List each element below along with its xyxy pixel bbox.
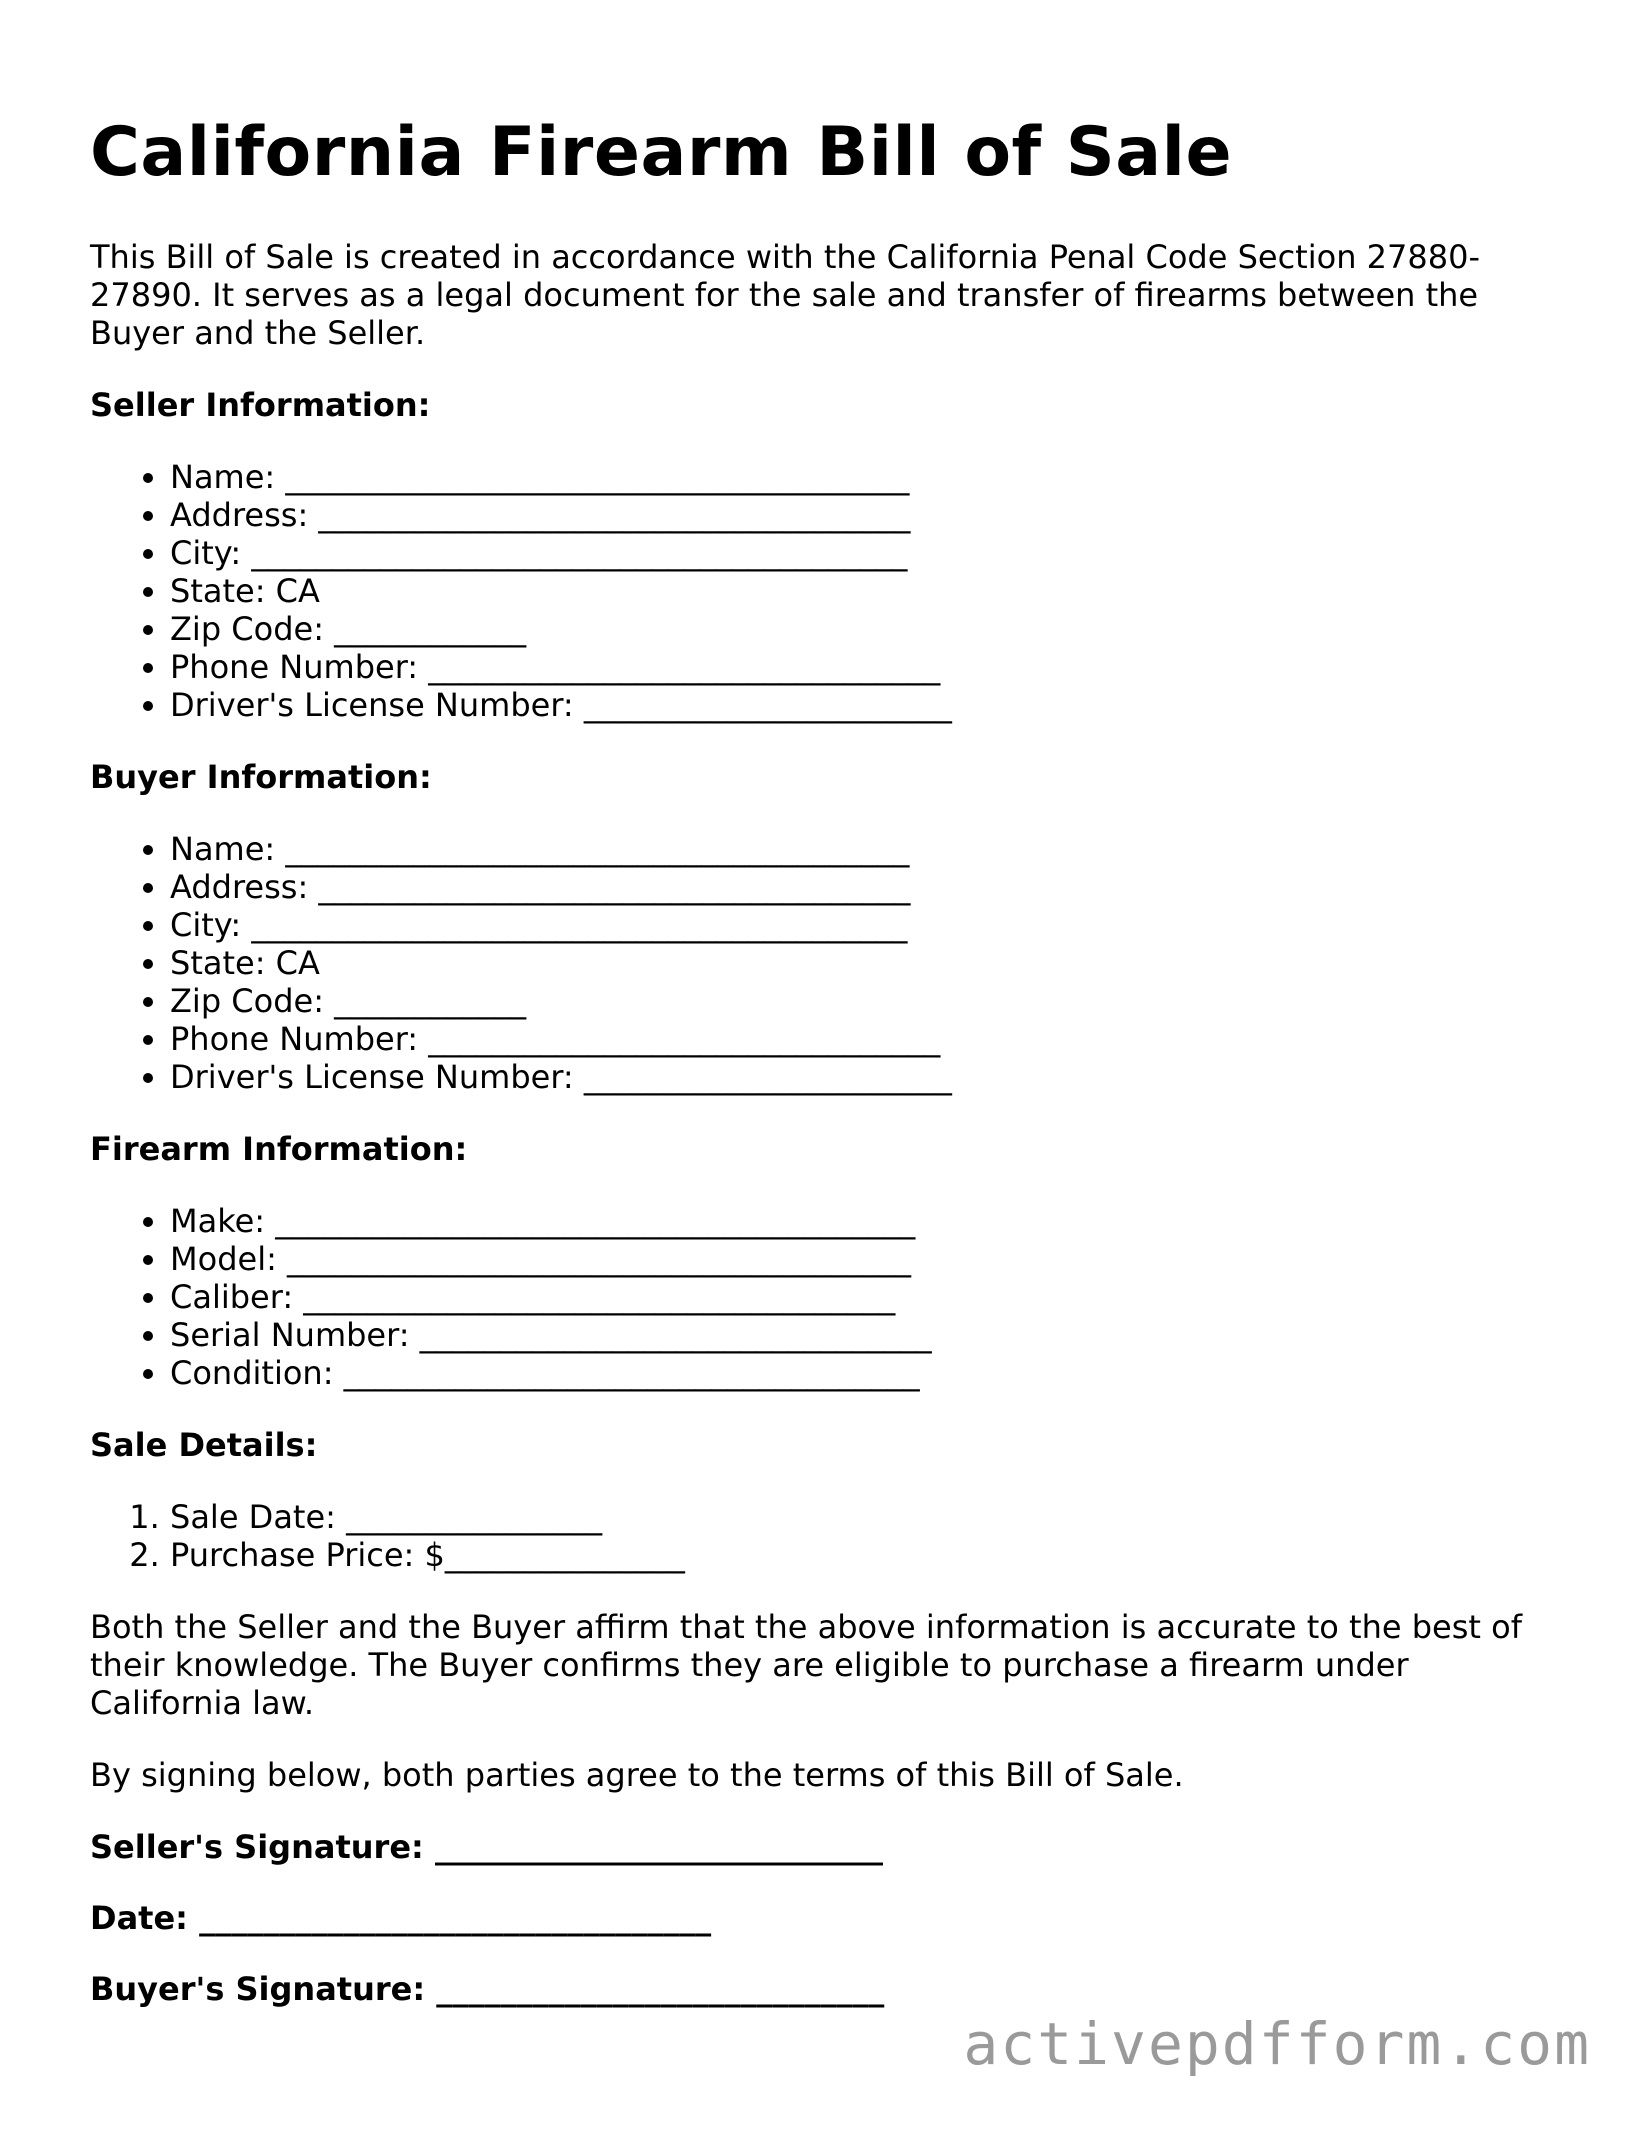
- seller-phone-number-field[interactable]: • Phone Number: ________________________________: [170, 648, 1570, 686]
- date-field[interactable]: Date: ________________________________: [90, 1899, 712, 1937]
- buyer-signature-field[interactable]: Buyer's Signature: ____________________________: [90, 1970, 885, 2008]
- firearm-condition-field[interactable]: • Condition: ____________________________________: [170, 1354, 1570, 1392]
- purchase-price-field[interactable]: 2. Purchase Price: $_______________: [170, 1536, 1570, 1574]
- agreement-paragraph: By signing below, both parties agree to the terms of this Bill of Sale.: [90, 1756, 1184, 1794]
- seller-information-list: [90, 458, 1570, 724]
- buyer-address-field[interactable]: • Address: _____________________________________: [170, 868, 1570, 906]
- buyer-information-list: [90, 830, 1570, 1096]
- firearm-information-list: [90, 1202, 1570, 1392]
- firearm-serial-number-field[interactable]: • Serial Number: ________________________________: [170, 1316, 1570, 1354]
- buyer-city-field[interactable]: • City: _________________________________________: [170, 906, 1570, 944]
- seller-information-heading: Seller Information:: [90, 386, 431, 424]
- seller-zip-code-field[interactable]: • Zip Code: ____________: [170, 610, 1570, 648]
- sale-date-field[interactable]: 1. Sale Date: ________________: [170, 1498, 1570, 1536]
- firearm-information-heading: Firearm Information:: [90, 1130, 468, 1168]
- buyer-state-value: • State: CA: [170, 944, 1570, 982]
- intro-paragraph: This Bill of Sale is created in accordance with the California Penal Code Section 27880-27890. It serves as a legal document for the sale and transfer of firearms between the Buyer and the Seller.: [90, 238, 1480, 352]
- sale-details-list: [90, 1498, 1570, 1574]
- seller-city-field[interactable]: • City: _________________________________________: [170, 534, 1570, 572]
- seller-drivers-license-field[interactable]: • Driver's License Number: _______________________: [170, 686, 1570, 724]
- seller-address-field[interactable]: • Address: _____________________________________: [170, 496, 1570, 534]
- document-title: California Firearm Bill of Sale: [90, 113, 1233, 192]
- buyer-name-field[interactable]: • Name: _______________________________________: [170, 830, 1570, 868]
- sale-details-heading: Sale Details:: [90, 1426, 318, 1464]
- buyer-zip-code-field[interactable]: • Zip Code: ____________: [170, 982, 1570, 1020]
- buyer-phone-number-field[interactable]: • Phone Number: ________________________________: [170, 1020, 1570, 1058]
- affirmation-paragraph: Both the Seller and the Buyer affirm that the above information is accurate to the best of their knowledge. The Buyer confirms they are eligible to purchase a firearm under California law.: [90, 1608, 1522, 1722]
- document-page: [90, 112, 1570, 2041]
- firearm-model-field[interactable]: • Model: _______________________________________: [170, 1240, 1570, 1278]
- buyer-information-heading: Buyer Information:: [90, 758, 432, 796]
- buyer-drivers-license-field[interactable]: • Driver's License Number: _______________________: [170, 1058, 1570, 1096]
- watermark-text: activepdfform.com: [963, 2010, 1591, 2078]
- seller-name-field[interactable]: • Name: _______________________________________: [170, 458, 1570, 496]
- firearm-caliber-field[interactable]: • Caliber: _____________________________________: [170, 1278, 1570, 1316]
- firearm-make-field[interactable]: • Make: ________________________________________: [170, 1202, 1570, 1240]
- seller-signature-field[interactable]: Seller's Signature: ____________________________: [90, 1828, 883, 1866]
- seller-state-value: • State: CA: [170, 572, 1570, 610]
